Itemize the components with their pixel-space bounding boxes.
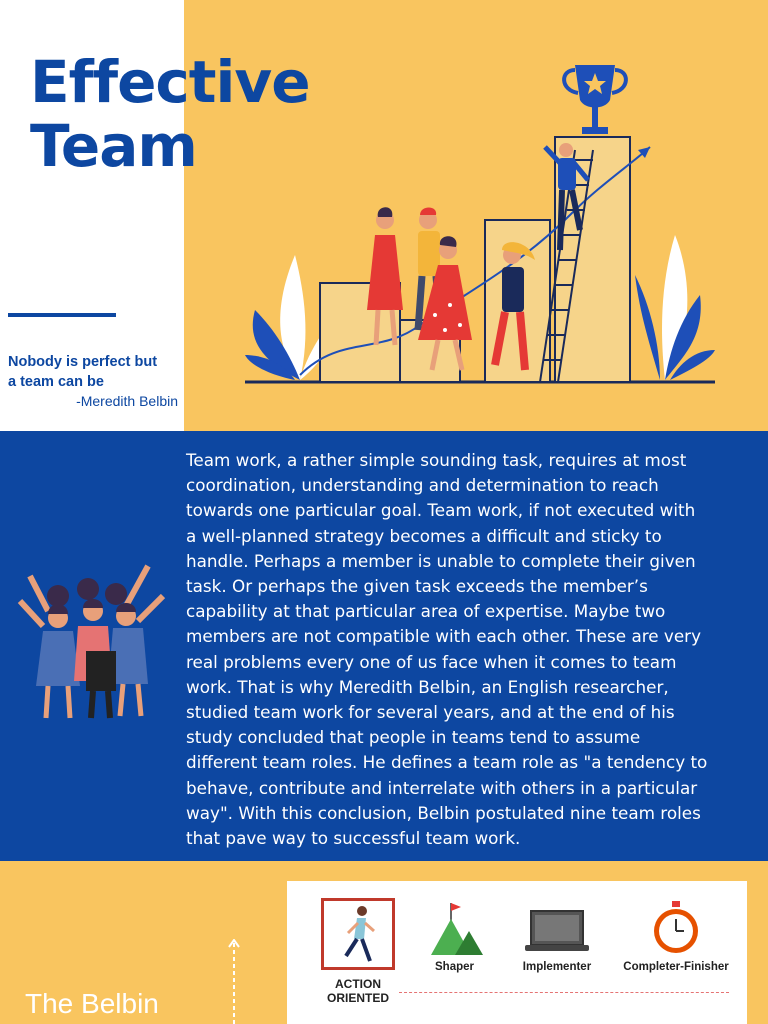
body-line: different team roles. He defines a team role as "a tendency to xyxy=(186,752,708,773)
dashed-divider xyxy=(399,992,729,993)
role-implementer xyxy=(507,899,607,973)
category-line-1: ACTION xyxy=(335,977,381,991)
roles-card xyxy=(287,881,747,1024)
body-line: coordination, understanding and determination to reach xyxy=(186,475,659,496)
hero-section xyxy=(0,0,768,431)
divider-rule xyxy=(8,313,116,317)
action-oriented-box xyxy=(321,898,395,970)
body-line: capability at that particular area of expertise. Maybe two xyxy=(186,601,666,622)
team-trophy-illustration xyxy=(240,55,720,390)
body-line: that pave way to successful team work. xyxy=(186,828,521,849)
body-line: a well-planned strategy becomes a difficult and sticky to xyxy=(186,525,662,546)
role-shaper xyxy=(417,899,492,973)
group-of-people-illustration xyxy=(8,556,173,721)
body-line: behave, contribute and interrelate with others in a particular xyxy=(186,777,698,798)
role-label: Implementer xyxy=(522,961,592,973)
quote-line-2: a team can be xyxy=(8,374,104,390)
plant-right-icon xyxy=(635,235,715,380)
body-line: task. Or perhaps the given task exceeds the member’s xyxy=(186,576,648,597)
title-line-2: Team xyxy=(30,112,197,180)
body-line: members are not compatible with each other. These are very xyxy=(186,626,701,647)
category-label xyxy=(317,977,399,1005)
body-paragraph xyxy=(186,448,751,851)
body-line: Team work, a rather simple sounding task, requires at most xyxy=(186,450,687,470)
body-line: real problems every one of us face when it comes to team xyxy=(186,651,677,672)
body-line: studied team work for several years, and at the end of his xyxy=(186,702,675,723)
trophy-icon xyxy=(564,65,626,134)
up-arrow-icon xyxy=(228,939,240,1024)
body-line: work. That is why Meredith Belbin, an English researcher, xyxy=(186,676,669,697)
mountain-flag-icon xyxy=(425,899,485,957)
quote xyxy=(8,352,188,392)
description-section xyxy=(0,431,768,861)
stopwatch-icon xyxy=(646,899,706,957)
role-completer-finisher xyxy=(612,899,740,973)
body-line: towards one particular goal. Team work, if not executed with xyxy=(186,500,696,521)
title-line-1: Effective xyxy=(30,48,310,116)
role-label: Completer-Finisher xyxy=(623,961,729,973)
body-line: way". With this conclusion, Belbin postulated nine team roles xyxy=(186,802,701,823)
laptop-icon xyxy=(525,899,589,957)
role-label: Shaper xyxy=(435,961,474,973)
section-heading: The Belbin xyxy=(25,988,159,1019)
quote-author: -Meredith Belbin xyxy=(76,393,178,409)
runner-icon xyxy=(324,901,392,967)
body-line: handle. Perhaps a member is unable to complete their given xyxy=(186,550,696,571)
body-line: study concluded that people in teams tend to assume xyxy=(186,727,641,748)
belbin-roles-section xyxy=(0,861,768,1024)
quote-line-1: Nobody is perfect but xyxy=(8,354,158,370)
category-line-2: ORIENTED xyxy=(326,991,389,1005)
